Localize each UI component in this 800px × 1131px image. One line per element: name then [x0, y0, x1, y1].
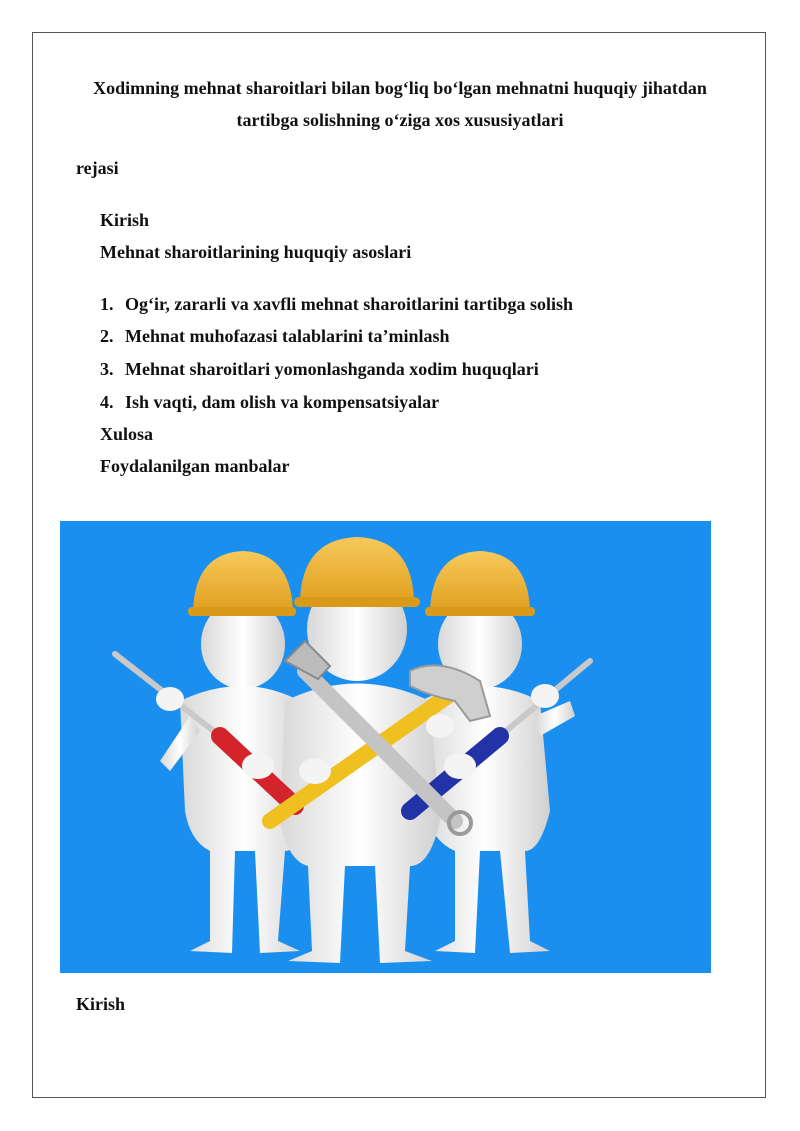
plan-item-text: Og‘ir, zararli va xavfli mehnat sharoitlarini tartibga solish — [125, 294, 573, 314]
plan-item-text: Ish vaqti, dam olish va kompensatsiyalar — [125, 392, 440, 412]
plan-item-number: 1. — [100, 294, 114, 314]
workers-illustration — [60, 521, 711, 973]
plan-item-text: Mehnat sharoitlari yomonlashganda xodim huquqlari — [125, 359, 539, 379]
plan-item-number: 2. — [100, 326, 114, 346]
plan-item-intro: Kirish — [100, 210, 150, 230]
plan-item-conclusion: Xulosa — [100, 424, 154, 444]
plan-item-number: 4. — [100, 392, 114, 412]
plan-label: rejasi — [76, 158, 119, 178]
plan-item-legal-basis: Mehnat sharoitlarining huquqiy asoslari — [100, 242, 412, 262]
plan-item-text: Mehnat muhofazasi talablarini ta’minlash — [125, 326, 450, 346]
plan-item-3 — [100, 359, 539, 380]
document-title — [0, 72, 800, 136]
title-line-1: Xodimning mehnat sharoitlari bilan bog‘liq bo‘lgan mehnatni huquqiy jihatdan — [93, 78, 707, 98]
plan-item-2 — [100, 326, 450, 347]
plan-item-number: 3. — [100, 359, 114, 379]
plan-item-references: Foydalanilgan manbalar — [100, 456, 290, 476]
section-heading-intro: Kirish — [76, 994, 126, 1014]
title-line-2: tartibga solishning o‘ziga xos xususiyatlari — [236, 110, 564, 130]
plan-item-1 — [100, 294, 573, 315]
plan-item-4 — [100, 392, 439, 413]
